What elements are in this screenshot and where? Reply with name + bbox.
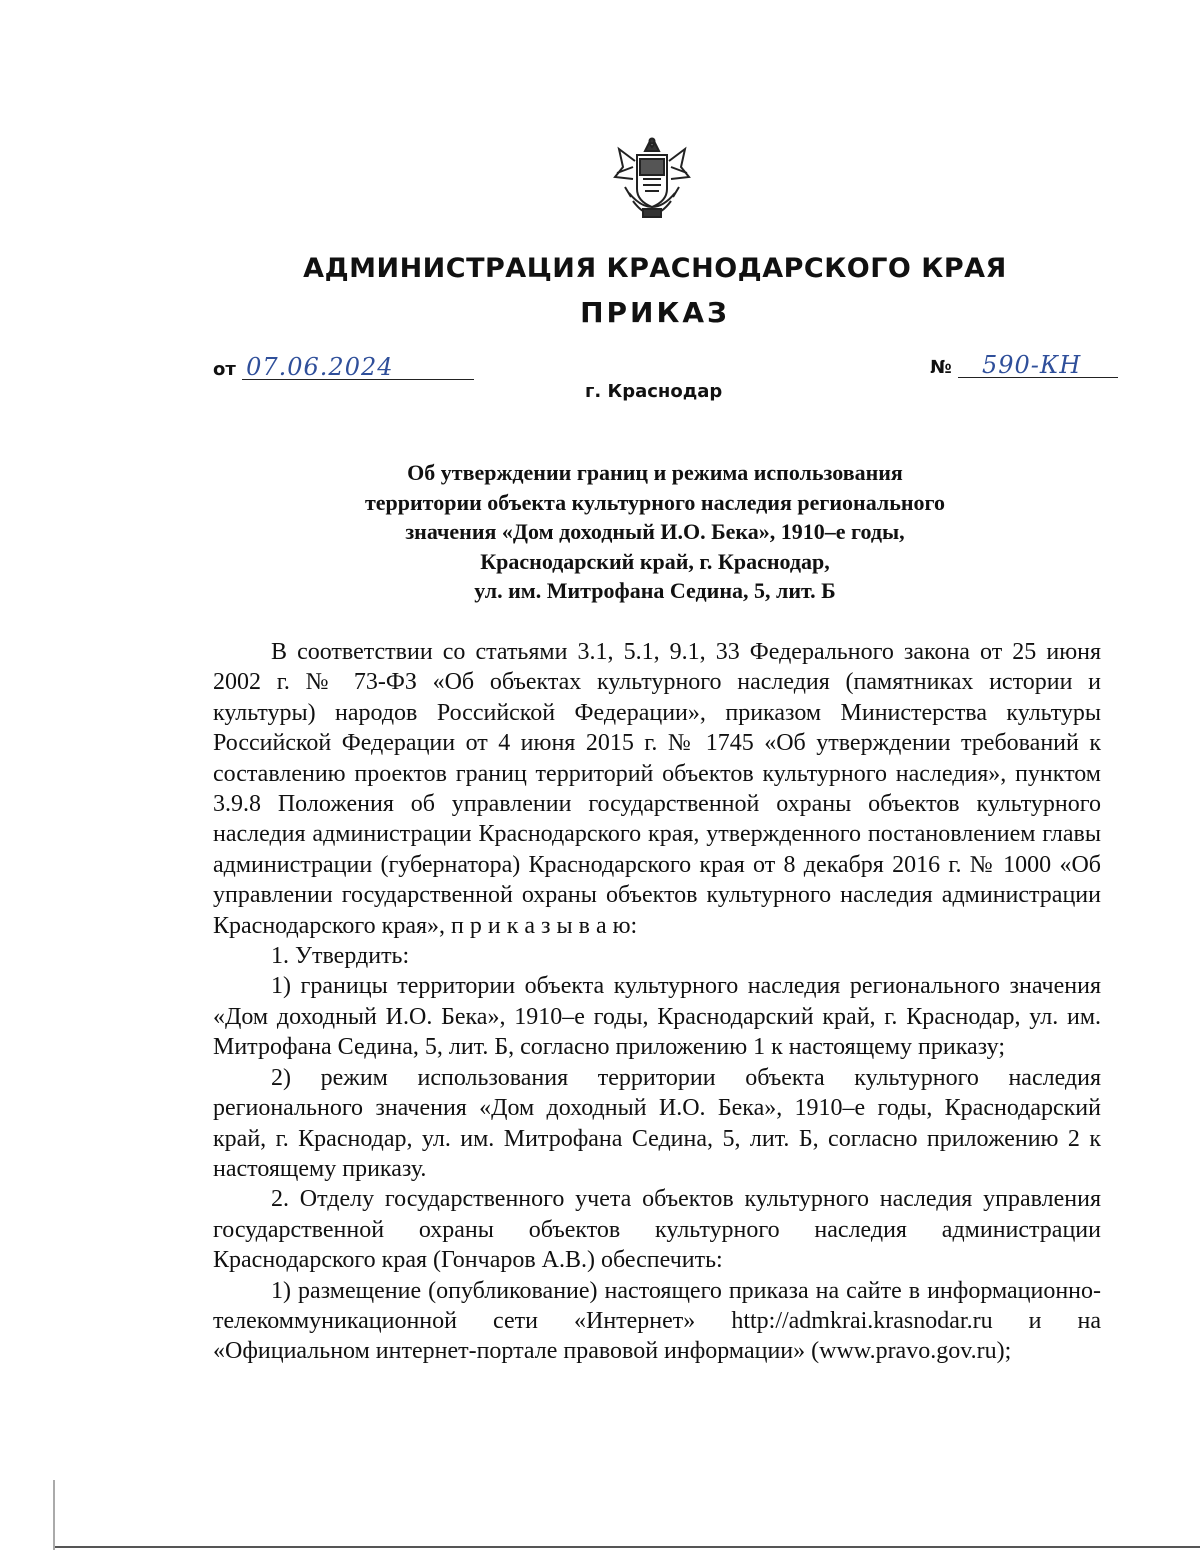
number-row [930, 353, 1118, 380]
title-line: Краснодарский край, г. Краснодар, [480, 548, 830, 574]
document-title [260, 458, 1050, 606]
paragraph-item-1: 1. Утвердить: [271, 943, 410, 970]
title-line: Об утверждении границ и режима использования [407, 460, 903, 485]
date-row [213, 355, 474, 382]
handwritten-date: 07.06.2024 [242, 355, 474, 380]
date-prefix: от [213, 359, 236, 380]
scan-bottom-edge [55, 1546, 1200, 1548]
title-line: ул. им. Митрофана Седина, 5, лит. Б [474, 578, 836, 603]
city: г. Краснодар [585, 381, 723, 402]
paragraph-item-2: 2. Отделу государственного учета объектов культурного наследия управления государственной охраны объектов культурного наследия администрации Краснодарского края (Гончаров А.В.) обеспечить: [213, 1186, 1101, 1274]
document-type: ПРИКАЗ [580, 296, 730, 329]
paragraph-item-1-2: 2) режим использования территории объекта культурного наследия регионального значения «Дом доходный И.О. Бека», 1910–е годы, Краснодарский край, г. Краснодар, ул. им. Митрофана Седина, 5, лит. Б, согласно приложению 2 к настоящему приказу. [213, 1064, 1101, 1182]
scan-edge-mark [53, 1480, 55, 1550]
paragraph-preamble: В соответствии со статьями 3.1, 5.1, 9.1, 33 Федерального закона от 25 июня 2002 г. № 73-ФЗ «Об объектах культурного наследия (памятниках истории и культуры) народов Российской Федерации», приказом Министерства культуры Российской Федерации от 4 июня 2015 г. № 1745 «Об утверждении требований к составлению проектов границ территорий объектов культурного наследия», пунктом 3.9.8 Положения об управлении государственной охраны объектов культурного наследия администрации Краснодарского края, утвержденного постановлением главы администрации (губернатора) Краснодарского края от 8 декабря 2016 г. № 1000 «Об управлении государственной охраны объектов культурного наследия администрации Краснодарского края», п р и к а з ы в а ю: [213, 639, 1101, 939]
title-line: территории объекта культурного наследия регионального [364, 489, 946, 515]
krasnodar-coat-of-arms-icon [607, 137, 697, 229]
paragraph-item-2-1: 1) размещение (опубликование) настоящего приказа на сайте в информационно-телекоммуникационной сети «Интернет» http://admkrai.krasnodar.ru и на «Официальном интернет-портале правовой информации» (www.pravo.gov.ru); [213, 1277, 1101, 1365]
organization-name: АДМИНИСТРАЦИЯ КРАСНОДАРСКОГО КРАЯ [303, 253, 1007, 284]
title-line: значения «Дом доходный И.О. Бека», 1910–е годы, [405, 519, 905, 544]
paragraph-item-1-1: 1) границы территории объекта культурного наследия регионального значения «Дом доходный И.О. Бека», 1910–е годы, Краснодарский край, г. Краснодар, ул. им. Митрофана Седина, 5, лит. Б, согласно приложению 1 к настоящему приказу; [213, 973, 1101, 1061]
number-prefix: № [930, 357, 952, 378]
document-body [213, 637, 1101, 1367]
handwritten-number: 590-КН [958, 353, 1118, 378]
